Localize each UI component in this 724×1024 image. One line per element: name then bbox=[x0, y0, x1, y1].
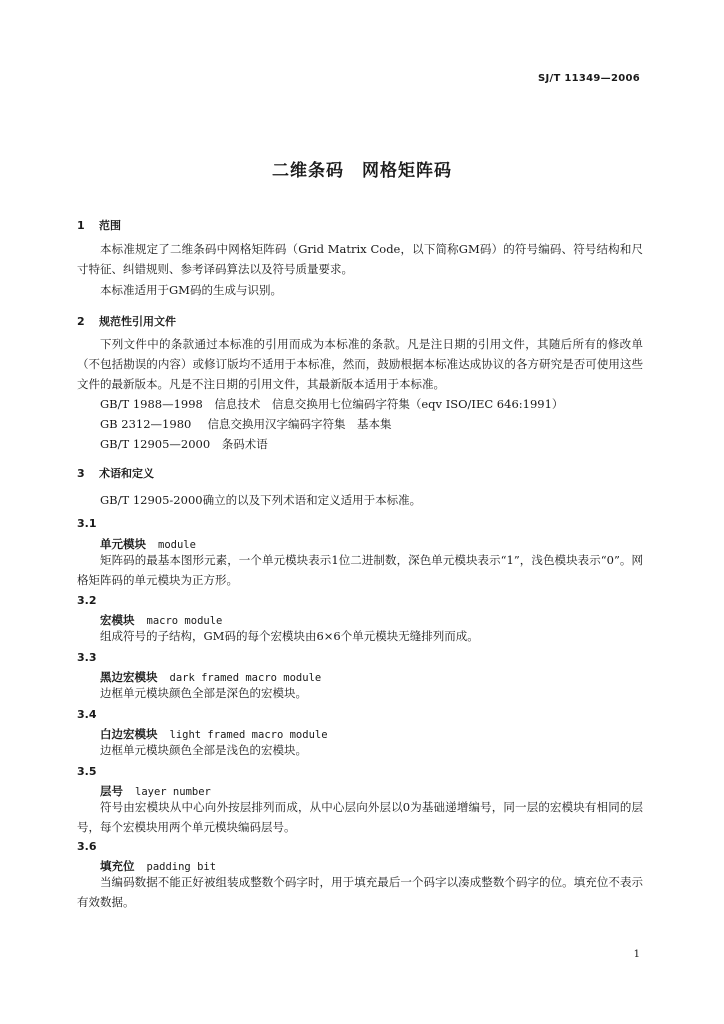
term-heading: 宏模块 macro module bbox=[100, 613, 223, 627]
term-number: 3.1 bbox=[77, 517, 97, 530]
term-definition: 矩阵码的最基本图形元素，一个单元模块表示1位二进制数，深色单元模块表示“1”，浅色模块表示“0”。网格矩阵码的单元模块为正方形。 bbox=[77, 553, 643, 587]
section-1-paragraph-1: 本标准规定了二维条码中网格矩阵码（Grid Matrix Code，以下简称GM码）的符号编码、符号结构和尺寸特征、纠错规则、参考译码算法以及符号质量要求。 bbox=[77, 242, 643, 276]
term-heading: 层号 layer number bbox=[100, 784, 211, 798]
term-heading: 填充位 padding bit bbox=[100, 859, 217, 873]
section-1-heading: 1 范围 bbox=[77, 219, 121, 232]
reference-item: GB/T 1988—1998 信息技术 信息交换用七位编码字符集（eqv ISO/IEC 646:1991） bbox=[100, 397, 564, 411]
term-definition: 当编码数据不能正好被组装成整数个码字时，用于填充最后一个码字以凑成整数个码字的位。填充位不表示有效数据。 bbox=[77, 875, 643, 909]
term-number: 3.3 bbox=[77, 651, 97, 664]
standard-code: SJ/T 11349—2006 bbox=[538, 73, 640, 84]
term-number: 3.5 bbox=[77, 765, 97, 778]
section-3-intro: GB/T 12905-2000确立的以及下列术语和定义适用于本标准。 bbox=[100, 493, 422, 507]
title-part-1: 二维条码 bbox=[272, 161, 344, 181]
term-definition: 边框单元模块颜色全部是深色的宏模块。 bbox=[100, 686, 307, 700]
section-3-heading: 3 术语和定义 bbox=[77, 467, 154, 480]
term-number: 3.4 bbox=[77, 708, 97, 721]
reference-item: GB/T 12905—2000 条码术语 bbox=[100, 437, 268, 451]
term-heading: 黑边宏模块 dark framed macro module bbox=[100, 670, 322, 684]
term-heading: 单元模块 module bbox=[100, 537, 196, 551]
term-number: 3.6 bbox=[77, 840, 97, 853]
page-number: 1 bbox=[633, 949, 640, 960]
document-title bbox=[0, 156, 724, 181]
title-part-2: 网格矩阵码 bbox=[362, 161, 452, 181]
term-definition: 边框单元模块颜色全部是浅色的宏模块。 bbox=[100, 743, 307, 757]
term-definition: 组成符号的子结构，GM码的每个宏模块由6×6个单元模块无缝排列而成。 bbox=[100, 629, 479, 643]
section-1-paragraph-2: 本标准适用于GM码的生成与识别。 bbox=[100, 283, 282, 297]
term-number: 3.2 bbox=[77, 594, 97, 607]
section-2-heading: 2 规范性引用文件 bbox=[77, 315, 176, 328]
reference-item: GB 2312—1980 信息交换用汉字编码字符集 基本集 bbox=[100, 417, 392, 431]
term-definition: 符号由宏模块从中心向外按层排列而成，从中心层向外层以0为基础递增编号，同一层的宏模块有相同的层号，每个宏模块用两个单元模块编码层号。 bbox=[77, 800, 643, 834]
section-2-paragraph: 下列文件中的条款通过本标准的引用而成为本标准的条款。凡是注日期的引用文件，其随后所有的修改单（不包括勘误的内容）或修订版均不适用于本标准，然而，鼓励根据本标准达成协议的各方研究是否可使用这些文件的最新版本。凡是不注日期的引用文件，其最新版本适用于本标准。 bbox=[77, 337, 643, 391]
term-heading: 白边宏模块 light framed macro module bbox=[100, 727, 328, 741]
